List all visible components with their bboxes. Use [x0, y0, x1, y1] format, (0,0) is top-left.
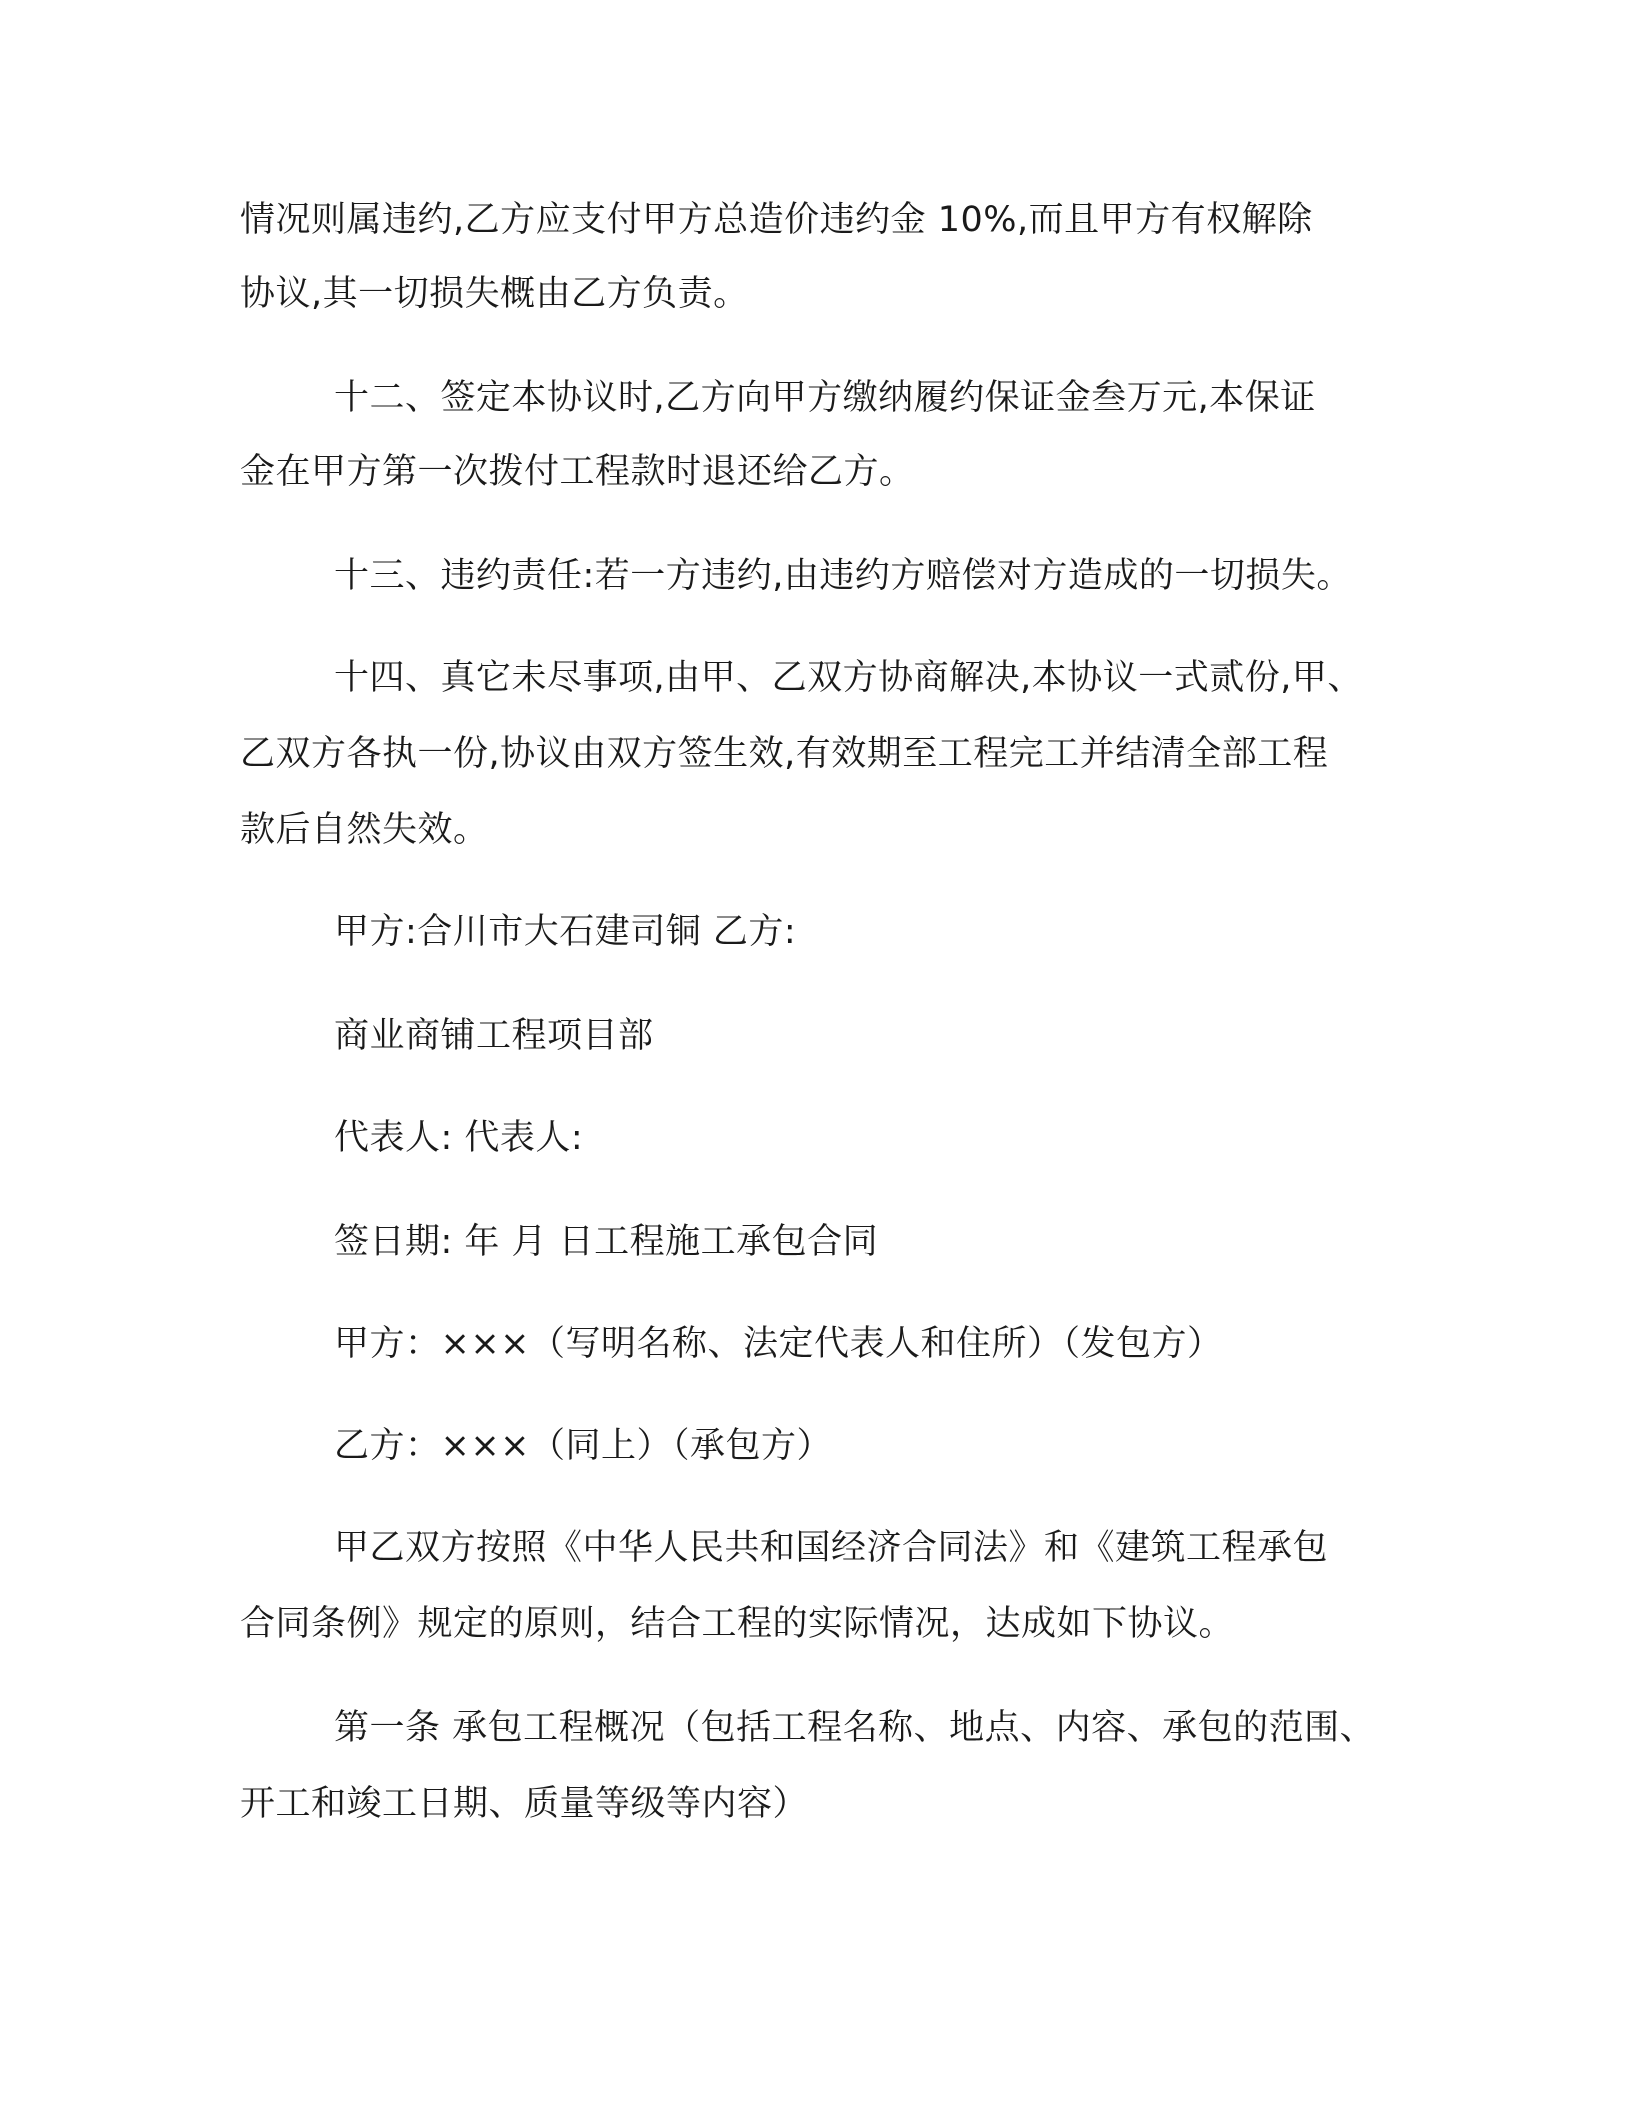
text-line: 甲方:合川市大石建司铜 乙方:	[334, 912, 797, 952]
text-line: 第一条 承包工程概况（包括工程名称、地点、内容、承包的范围、	[334, 1708, 1376, 1748]
text-line: 情况则属违约,乙方应支付甲方总造价违约金 10%,而且甲方有权解除	[240, 200, 1313, 240]
text-line: 合同条例》规定的原则，结合工程的实际情况，达成如下协议。	[240, 1604, 1235, 1644]
text-line: 十二、签定本协议时,乙方向甲方缴纳履约保证金叁万元,本保证	[334, 378, 1316, 418]
text-line: 金在甲方第一次拨付工程款时退还给乙方。	[240, 452, 915, 492]
text-line: 甲乙双方按照《中华人民共和国经济合同法》和《建筑工程承包	[334, 1528, 1329, 1568]
text-line: 协议,其一切损失概由乙方负责。	[240, 274, 749, 314]
text-line: 十三、违约责任:若一方违约,由违约方赔偿对方造成的一切损失。	[334, 556, 1352, 596]
text-line: 乙方：×××（同上）（承包方）	[334, 1426, 832, 1466]
text-line: 代表人: 代表人:	[334, 1118, 584, 1158]
text-line: 签日期: 年 月 日工程施工承包合同	[334, 1222, 879, 1262]
text-line: 甲方：×××（写明名称、法定代表人和住所）（发包方）	[334, 1324, 1223, 1364]
text-line: 开工和竣工日期、质量等级等内容）	[240, 1784, 809, 1824]
text-line: 乙双方各执一份,协议由双方签生效,有效期至工程完工并结清全部工程	[240, 734, 1329, 774]
text-line: 商业商铺工程项目部	[334, 1016, 654, 1056]
text-line: 款后自然失效。	[240, 810, 489, 850]
text-line: 十四、真它未尽事项,由甲、乙双方协商解决,本协议一式贰份,甲、	[334, 658, 1363, 698]
